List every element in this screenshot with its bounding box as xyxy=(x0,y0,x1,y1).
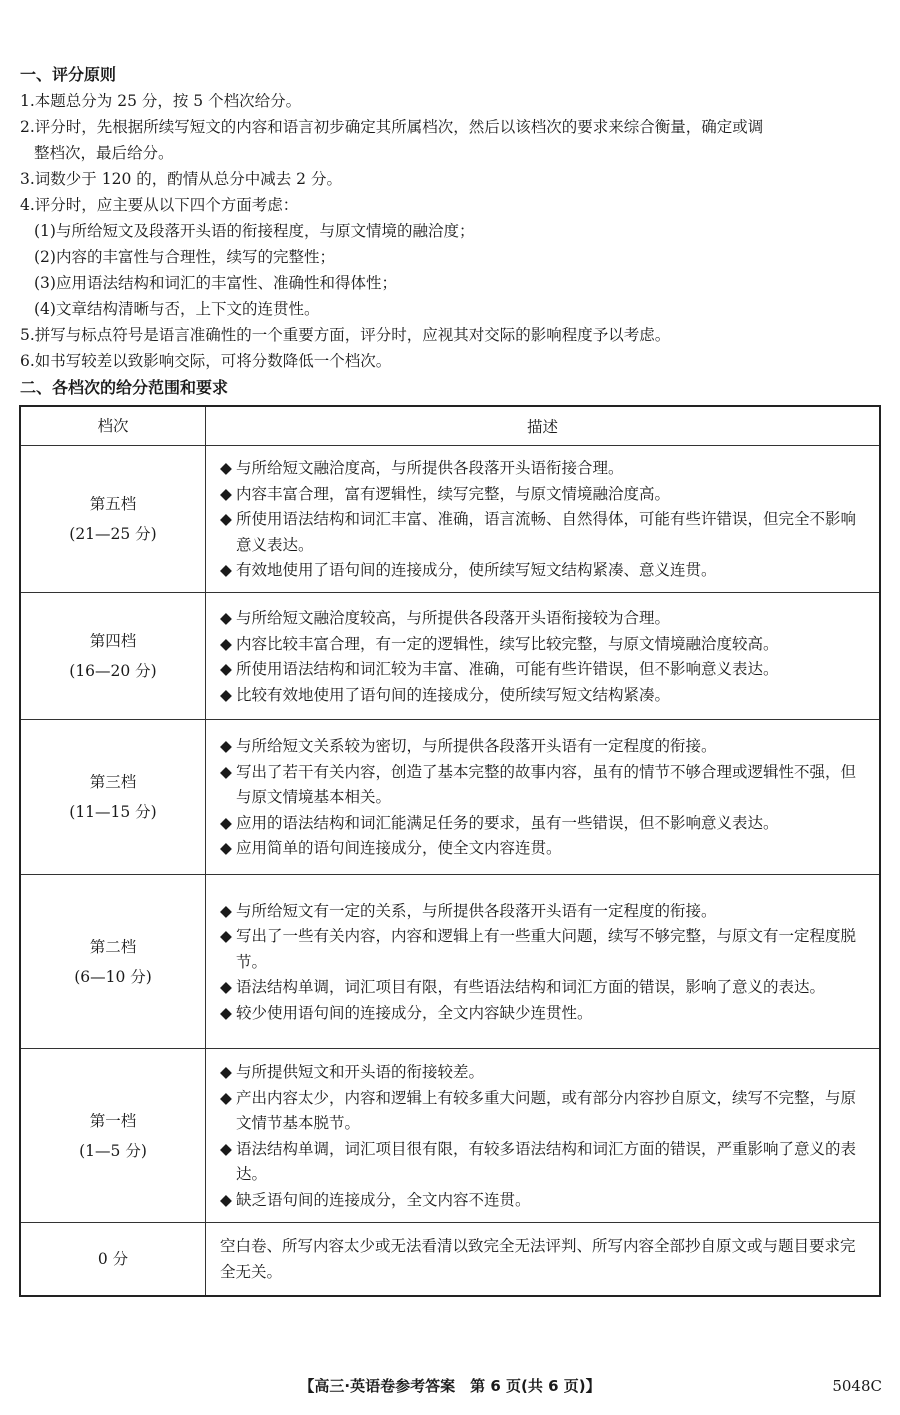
table-row-zero xyxy=(20,1223,880,1296)
principle-line: 整档次，最后给分。 xyxy=(34,144,174,162)
band-description-cell xyxy=(206,875,881,1049)
description-item: ◆ 比较有效地使用了语句间的连接成分，使所续写短文结构紧凑。 xyxy=(220,683,869,709)
principle-subline: (2)内容的丰富性与合理性，续写的完整性； xyxy=(34,248,335,266)
table-row xyxy=(20,720,880,875)
description-item: ◆ 内容比较丰富合理，有一定的逻辑性，续写比较完整，与原文情境融洽度较高。 xyxy=(220,632,869,658)
band-description-cell xyxy=(206,720,881,875)
principle-line: 3.词数少于 120 的，酌情从总分中减去 2 分。 xyxy=(20,170,342,188)
table-row xyxy=(20,446,880,593)
description-item: ◆ 应用的语法结构和词汇能满足任务的要求，虽有一些错误，但不影响意义表达。 xyxy=(220,811,869,837)
diamond-bullet-icon: ◆ xyxy=(220,762,232,781)
band-level-name: 第一档 xyxy=(89,1111,137,1130)
diamond-bullet-icon: ◆ xyxy=(220,634,232,653)
band-score-range: (6—10 分) xyxy=(74,967,152,986)
description-item: ◆ 所使用语法结构和词汇丰富、准确，语言流畅、自然得体，可能有些许错误，但完全不影响意义表达。 xyxy=(220,507,869,558)
diamond-bullet-icon: ◆ xyxy=(220,609,232,627)
description-item: ◆ 产出内容太少，内容和逻辑上有较多重大问题，或有部分内容抄自原文，续写不完整，与原文情节基本脱节。 xyxy=(220,1086,869,1137)
description-item: ◆ 所使用语法结构和词汇较为丰富、准确，可能有些许错误，但不影响意义表达。 xyxy=(220,657,869,683)
band-description-cell xyxy=(206,1049,881,1223)
band-level-name: 第五档 xyxy=(89,495,137,513)
diamond-bullet-icon: ◆ xyxy=(220,561,232,580)
principle-subline: (4)文章结构清晰与否，上下文的连贯性。 xyxy=(34,300,320,318)
section-heading-scoring-principles: 一、评分原则 xyxy=(20,65,117,84)
grade-band-table xyxy=(19,405,881,1297)
diamond-bullet-icon: ◆ xyxy=(220,510,232,529)
column-header-level: 档次 xyxy=(20,406,206,446)
diamond-bullet-icon: ◆ xyxy=(220,737,232,756)
diamond-bullet-icon: ◆ xyxy=(220,459,232,478)
table-row xyxy=(20,875,880,1049)
band-level-name: 第三档 xyxy=(89,773,137,791)
diamond-bullet-icon: ◆ xyxy=(220,1088,232,1107)
band-level-cell xyxy=(20,720,206,875)
description-item: ◆ 较少使用语句间的连接成分，全文内容缺少连贯性。 xyxy=(220,1001,869,1027)
diamond-bullet-icon: ◆ xyxy=(220,978,232,997)
principle-line: 1.本题总分为 25 分，按 5 个档次给分。 xyxy=(20,92,302,110)
section-heading-grade-bands: 二、各档次的给分范围和要求 xyxy=(20,378,229,397)
description-item: ◆ 有效地使用了语句间的连接成分，使所续写短文结构紧凑、意义连贯。 xyxy=(220,558,869,584)
diamond-bullet-icon: ◆ xyxy=(220,901,232,920)
description-item: ◆ 与所给短文融洽度高，与所提供各段落开头语衔接合理。 xyxy=(220,456,869,482)
principle-line: 5.拼写与标点符号是语言准确性的一个重要方面，评分时，应视其对交际的影响程度予以考虑。 xyxy=(20,326,671,344)
band-description-cell: 空白卷、所写内容太少或无法看清以致完全无法评判、所写内容全部抄自原文或与题目要求完全无关。 xyxy=(206,1223,881,1296)
band-description-cell xyxy=(206,593,881,720)
band-level-cell xyxy=(20,875,206,1049)
description-item: ◆ 与所提供短文和开头语的衔接较差。 xyxy=(220,1060,869,1086)
table-row xyxy=(20,1049,880,1223)
description-item: ◆ 语法结构单调，词汇项目有限，有些语法结构和词汇方面的错误，影响了意义的表达。 xyxy=(220,975,869,1001)
diamond-bullet-icon: ◆ xyxy=(220,839,232,858)
band-level-name: 第四档 xyxy=(89,632,137,650)
band-score-range: (1—5 分) xyxy=(79,1141,147,1160)
paper-code: 5048C xyxy=(832,1377,882,1395)
description-item: ◆ 内容丰富合理，富有逻辑性，续写完整，与原文情境融洽度高。 xyxy=(220,482,869,508)
band-level-cell xyxy=(20,1049,206,1223)
description-item: ◆ 语法结构单调，词汇项目很有限，有较多语法结构和词汇方面的错误，严重影响了意义的表达。 xyxy=(220,1137,869,1188)
diamond-bullet-icon: ◆ xyxy=(220,813,232,832)
principle-subline: (3)应用语法结构和词汇的丰富性、准确性和得体性； xyxy=(34,274,397,292)
column-header-description: 描述 xyxy=(206,406,881,446)
principle-line: 6.如书写较差以致影响交际，可将分数降低一个档次。 xyxy=(20,352,392,370)
diamond-bullet-icon: ◆ xyxy=(220,484,232,503)
diamond-bullet-icon: ◆ xyxy=(220,685,232,704)
diamond-bullet-icon: ◆ xyxy=(220,927,232,946)
principle-line: 4.评分时，应主要从以下四个方面考虑： xyxy=(20,196,299,214)
description-item: ◆ 与所给短文关系较为密切，与所提供各段落开头语有一定程度的衔接。 xyxy=(220,734,869,760)
band-level-cell: 0 分 xyxy=(20,1223,206,1296)
description-item: ◆ 与所给短文有一定的关系，与所提供各段落开头语有一定程度的衔接。 xyxy=(220,899,869,925)
diamond-bullet-icon: ◆ xyxy=(220,1063,232,1081)
diamond-bullet-icon: ◆ xyxy=(220,1003,232,1022)
band-score-range: (16—20 分) xyxy=(69,662,157,680)
diamond-bullet-icon: ◆ xyxy=(220,660,232,678)
band-level-name: 第二档 xyxy=(89,937,137,956)
band-level-cell xyxy=(20,446,206,593)
description-item: ◆ 应用简单的语句间连接成分，使全文内容连贯。 xyxy=(220,836,869,862)
table-row xyxy=(20,593,880,720)
principle-subline: (1)与所给短文及段落开头语的衔接程度，与原文情境的融洽度； xyxy=(34,222,475,240)
table-header-row xyxy=(20,406,880,446)
description-item: ◆ 缺乏语句间的连接成分，全文内容不连贯。 xyxy=(220,1188,869,1214)
band-score-range: (11—15 分) xyxy=(69,803,157,821)
diamond-bullet-icon: ◆ xyxy=(220,1139,232,1158)
description-item: ◆ 写出了一些有关内容，内容和逻辑上有一些重大问题，续写不够完整，与原文有一定程度脱节。 xyxy=(220,924,869,975)
principle-line: 2.评分时，先根据所续写短文的内容和语言初步确定其所属档次，然后以该档次的要求来综合衡量，确定或调 xyxy=(20,118,764,136)
band-score-range: (21—25 分) xyxy=(69,525,157,543)
description-item: ◆ 与所给短文融洽度较高，与所提供各段落开头语衔接较为合理。 xyxy=(220,606,869,632)
diamond-bullet-icon: ◆ xyxy=(220,1190,232,1209)
description-item: ◆ 写出了若干有关内容，创造了基本完整的故事内容，虽有的情节不够合理或逻辑性不强，但与原文情境基本相关。 xyxy=(220,760,869,811)
band-level-cell xyxy=(20,593,206,720)
band-description-cell xyxy=(206,446,881,593)
page-footer: 【高三·英语卷参考答案 第 6 页(共 6 页)】 xyxy=(299,1377,601,1395)
